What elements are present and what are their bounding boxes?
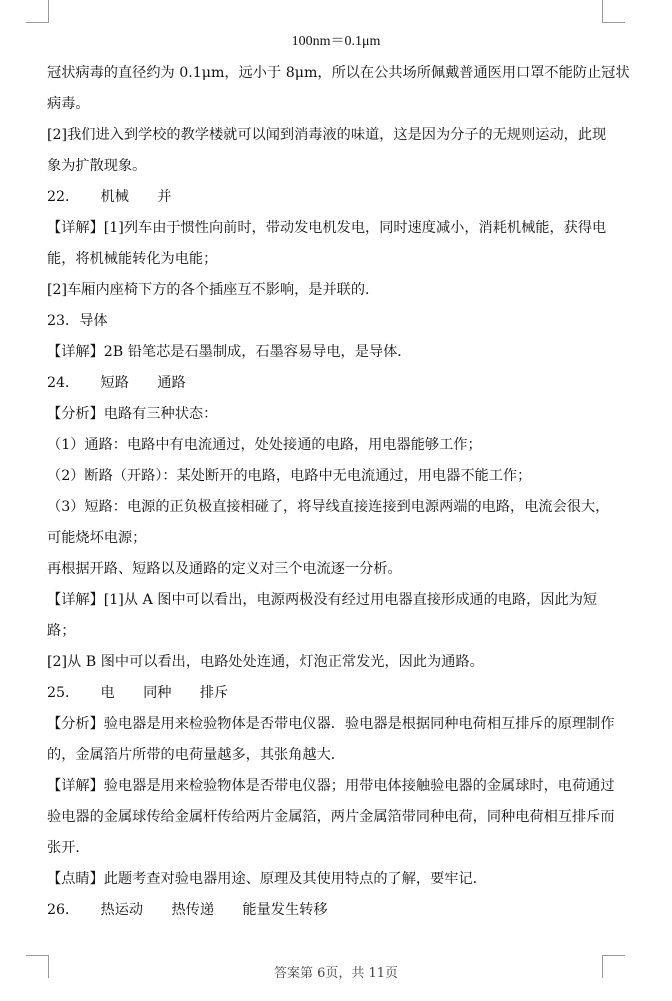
text-line: 冠状病毒的直径约为 0.1μm，远小于 8μm，所以在公共场所佩戴普通医用口罩不能防止冠状 <box>47 65 630 81</box>
page-footer: 答案第 6页，共 11页 <box>273 966 399 981</box>
text-line: 路； <box>47 623 76 639</box>
text-line: 象为扩散现象。 <box>47 158 147 174</box>
question-23-answer: 23．导体 <box>47 313 108 329</box>
text-line: 【分析】电路有三种状态： <box>47 406 218 422</box>
text-line: [2]车厢内座椅下方的各个插座互不影响，是并联的． <box>47 282 380 298</box>
text-line: [2]我们进入到学校的教学楼就可以闻到消毒液的味道，这是因为分子的无规则运动，此现 <box>47 127 607 143</box>
text-line: （3）短路：电源的正负极直接相碰了，将导线直接连接到电源两端的电路，电流会很大， <box>47 499 610 515</box>
text-line: 再根据开路、短路以及通路的定义对三个电流逐一分析。 <box>47 561 402 577</box>
text-line: 【详解】[1]从 A 图中可以看出，电源两极没有经过用电器直接形成通的电路，因此为短 <box>47 592 598 608</box>
text-line: 【点睛】此题考查对验电器用途、原理及其使用特点的了解，要牢记． <box>47 871 487 887</box>
text-line: 【详解】验电器是用来检验物体是否带电仪器；用带电体接触验电器的金属球时，电荷通过 <box>47 778 615 794</box>
text-line: 病毒。 <box>47 96 90 112</box>
crop-mark-top-right <box>602 0 625 23</box>
text-line: 【详解】[1]列车由于惯性向前时，带动发电机发电，同时速度减小，消耗机械能，获得电 <box>47 220 607 236</box>
text-line: 能，将机械能转化为电能； <box>47 251 218 267</box>
formula-line: 100nm＝0.1μm <box>291 34 381 49</box>
question-25-answer: 25． 电 同种 排斥 <box>47 685 229 701</box>
crop-mark-top-left <box>26 0 49 23</box>
answer-content <box>47 58 630 926</box>
text-line: 【详解】2B 铅笔芯是石墨制成，石墨容易导电，是导体． <box>47 344 412 360</box>
text-line: 张开． <box>47 840 90 856</box>
text-line: 验电器的金属球传给金属杆传给两片金属箔，两片金属箔带同种电荷，同种电荷相互排斥而 <box>47 809 615 825</box>
text-line: 可能烧坏电源； <box>47 530 147 546</box>
question-24-answer: 24． 短路 通路 <box>47 375 186 391</box>
text-line: （2）断路（开路）：某处断开的电路，电路中无电流通过，用电器不能工作； <box>47 468 532 484</box>
text-line: （1）通路：电路中有电流通过，处处接通的电路，用电器能够工作； <box>47 437 482 453</box>
text-line: [2]从 B 图中可以看出，电路处处连通，灯泡正常发光，因此为通路。 <box>47 654 484 670</box>
text-line: 的，金属箔片所带的电荷量越多，其张角越大． <box>47 747 345 763</box>
text-line: 【分析】验电器是用来检验物体是否带电仪器．验电器是根据同种电荷相互排斥的原理制作 <box>47 716 615 732</box>
question-26-answer: 26． 热运动 热传递 能量发生转移 <box>47 902 328 918</box>
question-22-answer: 22． 机械 并 <box>47 189 172 205</box>
